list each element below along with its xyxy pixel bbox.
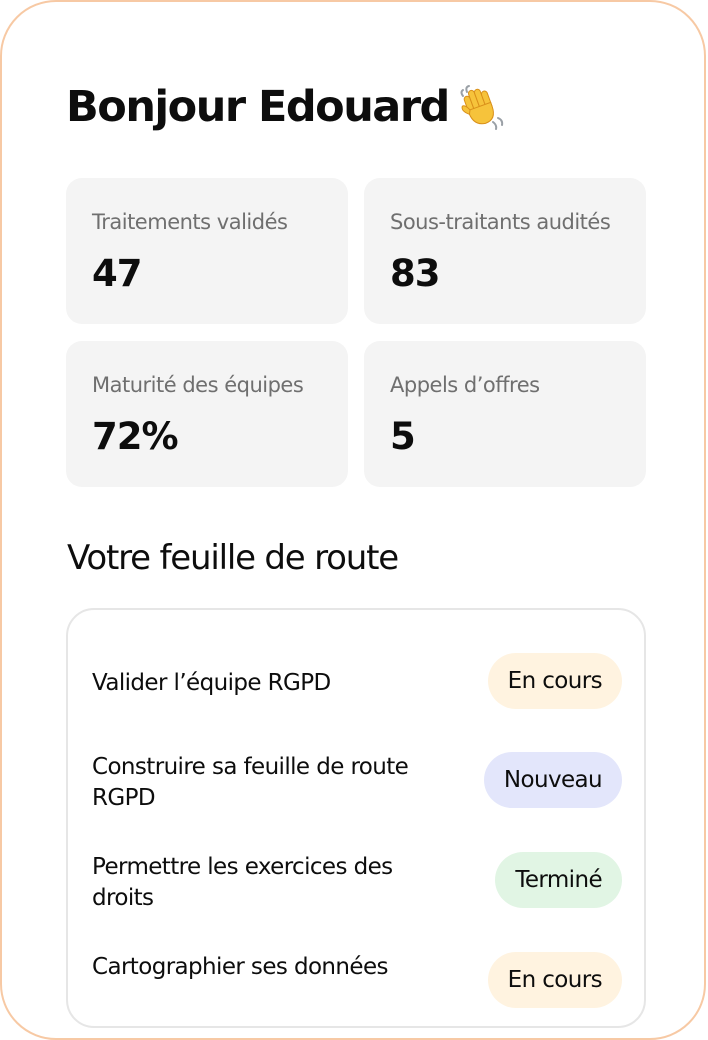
stat-label: Appels d’offres bbox=[390, 373, 540, 397]
waving-hand-icon bbox=[455, 82, 505, 132]
roadmap-list bbox=[66, 608, 646, 1028]
status-badge-nouveau: Nouveau bbox=[484, 752, 622, 808]
roadmap-item-label: Construire sa feuille de route RGPD bbox=[92, 754, 409, 811]
stat-card-traitements bbox=[66, 178, 348, 324]
roadmap-item-label: Valider l’équipe RGPD bbox=[92, 670, 331, 696]
stat-value: 5 bbox=[390, 415, 415, 458]
stat-card-maturite bbox=[66, 341, 348, 487]
stat-card-sous-traitants bbox=[364, 178, 646, 324]
roadmap-title: Votre feuille de route bbox=[67, 538, 398, 578]
status-badge-termine: Terminé bbox=[495, 852, 622, 908]
stat-value: 83 bbox=[390, 252, 440, 295]
stat-value: 72% bbox=[92, 415, 178, 458]
stat-label: Traitements validés bbox=[92, 210, 288, 234]
status-badge-en-cours: En cours bbox=[488, 653, 622, 709]
roadmap-item-label: Cartographier ses données bbox=[92, 954, 388, 980]
stat-value: 47 bbox=[92, 252, 142, 295]
greeting-text: Bonjour Edouard bbox=[66, 82, 449, 132]
greeting-heading bbox=[66, 82, 505, 132]
stat-label: Maturité des équipes bbox=[92, 373, 304, 397]
stat-card-appels-offres bbox=[364, 341, 646, 487]
status-badge-en-cours: En cours bbox=[488, 952, 622, 1008]
roadmap-item-label: Permettre les exercices des droits bbox=[92, 854, 393, 911]
stat-label: Sous-traitants audités bbox=[390, 210, 611, 234]
